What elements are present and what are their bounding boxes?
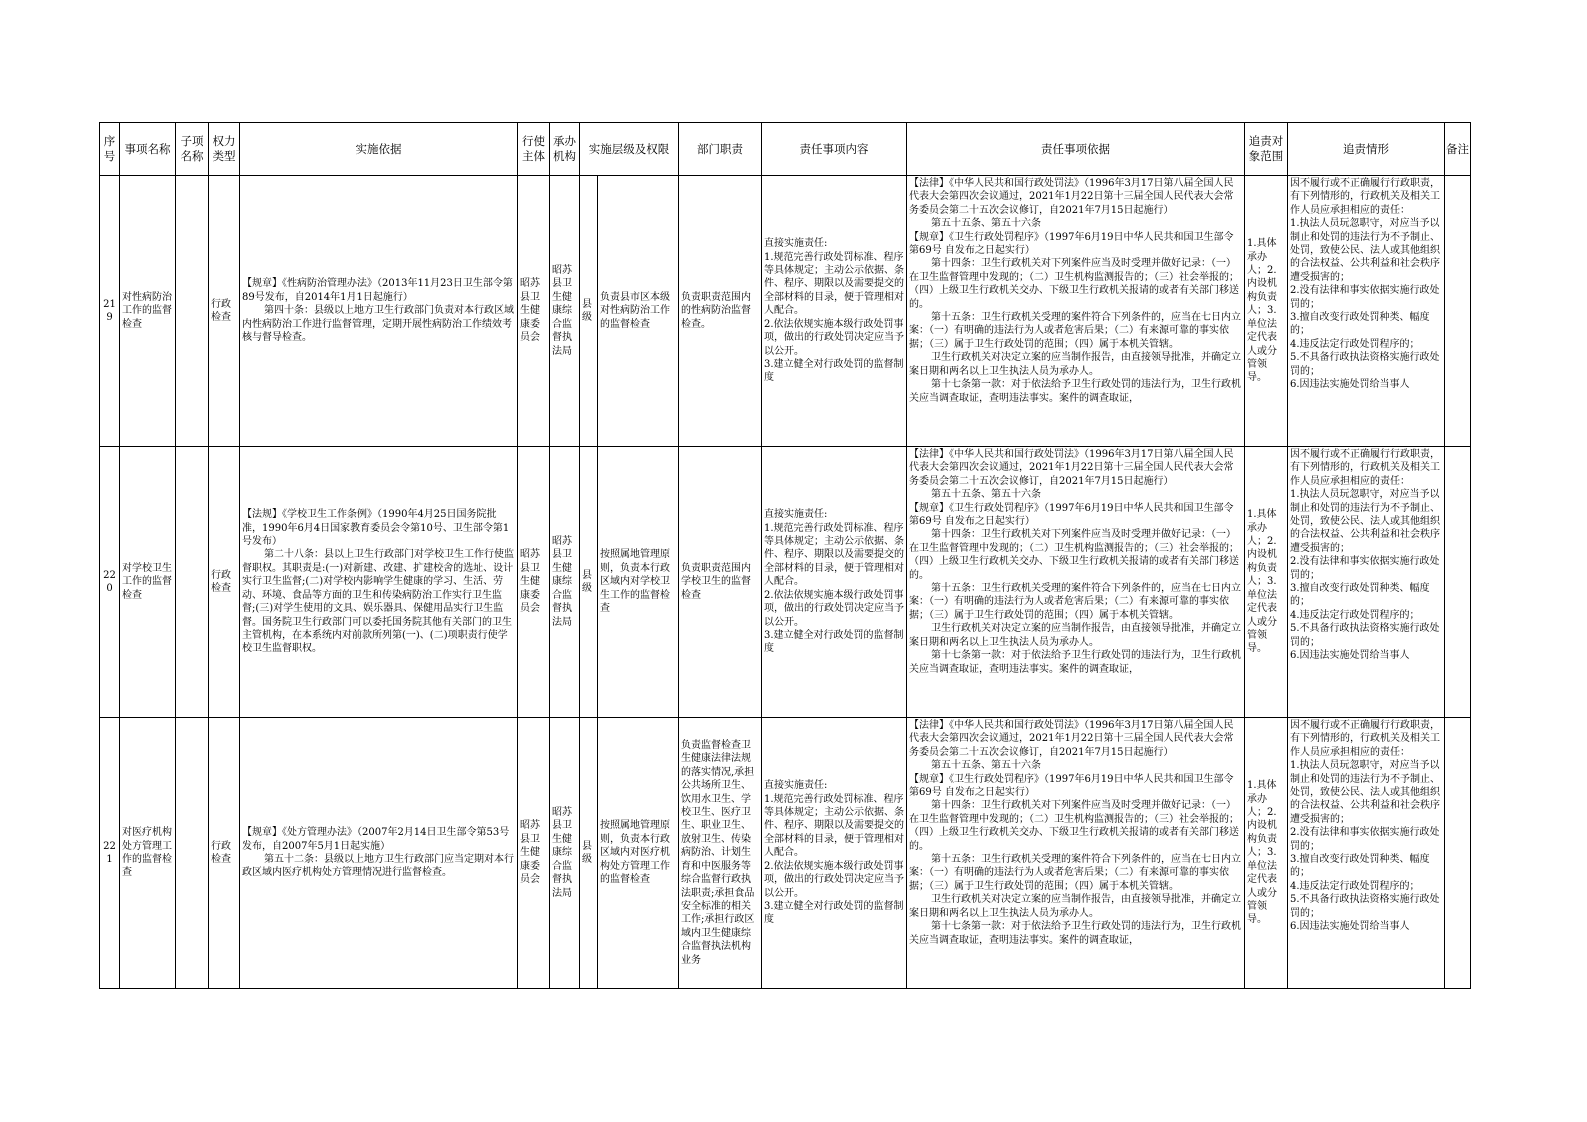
row-basis-text (240, 176, 517, 446)
row-resp-content-text (762, 176, 906, 446)
paragraph: 2.没有法律和事实依据实施行政处罚的； (1290, 556, 1440, 581)
row-subject (518, 176, 550, 447)
row-level (580, 447, 598, 718)
paragraph: 【规章】《卫生行政处罚程序》（1997年6月19日中华人民共和国卫生部令第69号 自发布之日起实行） (909, 231, 1234, 257)
table-row (100, 176, 1471, 447)
row-scope (1245, 447, 1288, 718)
paragraph: 【法律】《中华人民共和国行政处罚法》（1996年3月17日第八届全国人民代表大会第四次会议通过，2021年1月22日第十三届全国人民代表大会常务委员会第二十五次会议修订，自2021年7月15日起施行） (909, 178, 1234, 216)
paragraph: 【法律】《中华人民共和国行政处罚法》（1996年3月17日第八届全国人民代表大会第四次会议通过，2021年1月22日第十三届全国人民代表大会常务委员会第二十五次会议修订，自2021年7月15日起施行） (909, 720, 1234, 758)
row-level-text: 县级 (582, 840, 592, 865)
row-power-type-text: 行政检查 (211, 298, 231, 323)
paragraph: 第二十八条：县以上卫生行政部门对学校卫生工作行使监督职权。其职责是:(一)对新建、改建、扩建校舍的选址、设计实行卫生监督;(二)对学校内影响学生健康的学习、生活、劳动、环境、食品等方面的卫生和传染病防治工作实行卫生监督;(三)对学生使用的文具、娱乐器具、保健用品实行卫生监督。国务院卫生行政部门可以委托国务院其他有关部门的卫生主管机构，在本系统内对前款所列第(一)、(二)项职责行使学校卫生监督职权。 (242, 549, 514, 655)
row-resp-basis-text (907, 718, 1244, 988)
paragraph: 1.执法人员玩忽职守，对应当予以制止和处罚的违法行为不予制止、处罚，致使公民、法人或其他组织的合法权益、公共利益和社会秩序遭受损害的； (1290, 489, 1440, 554)
paragraph: 直接实施责任: (764, 780, 828, 792)
row-note (1445, 447, 1471, 718)
row-level-desc (598, 718, 679, 989)
row-situation (1288, 447, 1445, 718)
row-subject (518, 718, 550, 989)
paragraph: 第十五条：卫生行政机关受理的案件符合下列条件的，应当在七日内立案：（一）有明确的违法行为人或者危害后果；（二）有来源可靠的事实依据；（三）属于卫生行政处罚的范围；（四）属于本机关管辖。 (909, 854, 1241, 892)
paragraph: 3.擅自改变行政处罚种类、幅度的； (1290, 312, 1430, 337)
power-list-table (99, 122, 1471, 989)
row-seq-text: 219 (103, 298, 116, 323)
row-scope-text: 1.具体承办人；2.内设机构负责人；3.单位法定代表人或分管领导。 (1247, 780, 1277, 926)
paragraph: 第十四条：卫生行政机关对下列案件应当及时受理并做好记录：（一）在卫生监督管理中发现的；（二）卫生机构监测报告的；（三）社会举报的；（四）上级卫生行政机关交办、下级卫生行政机关报请的或者有关部门移送的。 (909, 800, 1239, 852)
row-level-desc (598, 176, 679, 447)
paragraph: 2.没有法律和事实依据实施行政处罚的； (1290, 827, 1440, 852)
row-note-text (1445, 718, 1470, 988)
paragraph: 4.违反法定行政处罚程序的； (1290, 609, 1420, 621)
paragraph: 3.建立健全对行政处罚的监督制度 (764, 629, 904, 655)
row-basis-text (240, 718, 517, 988)
paragraph: 5.不具备行政执法资格实施行政处罚的； (1290, 352, 1440, 377)
paragraph: 1.规范完善行政处罚标准、程序等具体规定；主动公示依据、条件、程序、期限以及需要提交的全部材料的目录，便于管理相对人配合。 (764, 793, 904, 859)
header-situation: 追责情形 (1288, 123, 1445, 176)
row-scope (1245, 176, 1288, 447)
paragraph: 卫生行政机关对决定立案的应当制作报告，由直接领导批准，并确定立案日期和两名以上卫生执法人员为承办人。 (909, 623, 1241, 648)
row-situation-text (1288, 447, 1444, 717)
row-resp-content (762, 718, 907, 989)
header-resp-content: 责任事项内容 (762, 123, 907, 176)
row-resp-content (762, 447, 907, 718)
paragraph: 2.依法依规实施本级行政处罚事项，做出的行政处罚决定应当予以公开。 (764, 318, 904, 357)
row-organ-text: 昭苏县卫生健康综合监督执法局 (552, 536, 572, 628)
paragraph: 1.规范完善行政处罚标准、程序等具体规定；主动公示依据、条件、程序、期限以及需要提交的全部材料的目录，便于管理相对人配合。 (764, 251, 904, 317)
row-seq-text: 220 (103, 569, 116, 594)
row-item-name-text: 对医疗机构处方管理工作的监督检查 (122, 827, 172, 879)
row-item-name-text: 对性病防治工作的监督检查 (122, 291, 172, 330)
row-basis-text (240, 447, 517, 717)
paragraph: 1.执法人员玩忽职守，对应当予以制止和处罚的违法行为不予制止、处罚，致使公民、法人或其他组织的合法权益、公共利益和社会秩序遭受损害的； (1290, 218, 1440, 283)
row-sub-name-text (176, 176, 208, 446)
paragraph: 2.依法依规实施本级行政处罚事项，做出的行政处罚决定应当予以公开。 (764, 860, 904, 899)
row-note-text (1445, 176, 1470, 446)
row-organ (550, 447, 580, 718)
row-note-text (1445, 447, 1470, 717)
header-note: 备注 (1445, 123, 1471, 176)
header-power-type: 权力类型 (209, 123, 240, 176)
row-organ-text: 昭苏县卫生健康综合监督执法局 (552, 265, 572, 357)
row-sub-name (176, 447, 209, 718)
paragraph: 6.因违法实施处罚给当事人 (1290, 379, 1410, 391)
paragraph: 因不履行或不正确履行行政职责，有下列情形的，行政机关及相关工作人员应承担相应的责任： (1290, 449, 1440, 487)
row-item-name (120, 718, 176, 989)
row-sub-name (176, 718, 209, 989)
row-seq (100, 176, 120, 447)
row-organ-text: 昭苏县卫生健康综合监督执法局 (552, 807, 572, 899)
row-level-text: 县级 (582, 569, 592, 594)
paragraph: 第十五条：卫生行政机关受理的案件符合下列条件的，应当在七日内立案：（一）有明确的违法行为人或者危害后果；（二）有来源可靠的事实依据；（三）属于卫生行政处罚的范围；（四）属于本机关管辖。 (909, 583, 1241, 621)
header-item-name: 事项名称 (120, 123, 176, 176)
row-subject-text: 昭苏县卫生健康委员会 (520, 549, 540, 615)
row-resp-basis (907, 176, 1245, 447)
row-scope-text: 1.具体承办人；2.内设机构负责人；3.单位法定代表人或分管领导。 (1247, 238, 1277, 384)
row-subject-text: 昭苏县卫生健康委员会 (520, 278, 540, 344)
table-body (100, 176, 1471, 989)
paragraph: 因不履行或不正确履行行政职责，有下列情形的，行政机关及相关工作人员应承担相应的责任： (1290, 178, 1440, 216)
row-resp-content-text (762, 718, 906, 988)
row-seq-text: 221 (103, 840, 116, 865)
row-item-name-text: 对学校卫生工作的监督检查 (122, 562, 172, 601)
paragraph: 3.擅自改变行政处罚种类、幅度的； (1290, 583, 1430, 608)
row-resp-content (762, 176, 907, 447)
header-organ: 承办机构 (550, 123, 580, 176)
paragraph: 2.没有法律和事实依据实施行政处罚的； (1290, 285, 1440, 310)
header-seq: 序号 (100, 123, 120, 176)
header-row (100, 123, 1471, 176)
paragraph: 5.不具备行政执法资格实施行政处罚的； (1290, 894, 1440, 919)
paragraph: 【规章】《性病防治管理办法》（2013年11月23日卫生部令第89号发布，自2014年1月1日起施行） (242, 278, 513, 303)
row-resp-basis-text (907, 447, 1244, 717)
paragraph: 卫生行政机关对决定立案的应当制作报告，由直接领导批准，并确定立案日期和两名以上卫生执法人员为承办人。 (909, 894, 1241, 919)
paragraph: 【法规】《学校卫生工作条例》（1990年4月25日国务院批准，1990年6月4日国家教育委员会令第10号、卫生部令第1号发布） (242, 509, 510, 548)
paragraph: 第五十二条：县级以上地方卫生行政部门应当定期对本行政区域内医疗机构处方管理情况进行监督检查。 (242, 854, 514, 879)
header-subject: 行使主体 (518, 123, 550, 176)
header-basis: 实施依据 (240, 123, 518, 176)
row-note (1445, 718, 1471, 989)
paragraph: 【规章】《卫生行政处罚程序》（1997年6月19日中华人民共和国卫生部令第69号 自发布之日起实行） (909, 773, 1234, 799)
paragraph: 第十七条第一款：对于依法给予卫生行政处罚的违法行为，卫生行政机关应当调查取证，查明违法事实。案件的调查取证， (909, 379, 1241, 404)
paragraph: 5.不具备行政执法资格实施行政处罚的； (1290, 623, 1440, 648)
row-sub-name-text (176, 718, 208, 988)
row-resp-basis (907, 447, 1245, 718)
header-scope: 追责对象范围 (1245, 123, 1288, 176)
row-situation-text (1288, 176, 1444, 446)
row-sub-name (176, 176, 209, 447)
row-basis (240, 718, 518, 989)
paragraph: 3.建立健全对行政处罚的监督制度 (764, 900, 904, 926)
header-duty: 部门职责 (679, 123, 762, 176)
paragraph: 第十七条第一款：对于依法给予卫生行政处罚的违法行为，卫生行政机关应当调查取证，查明违法事实。案件的调查取证， (909, 921, 1241, 946)
header-sub-name: 子项名称 (176, 123, 209, 176)
paragraph: 6.因违法实施处罚给当事人 (1290, 650, 1410, 662)
header-resp-basis: 责任事项依据 (907, 123, 1245, 176)
row-duty (679, 447, 762, 718)
row-level (580, 718, 598, 989)
paragraph: 卫生行政机关对决定立案的应当制作报告，由直接领导批准，并确定立案日期和两名以上卫生执法人员为承办人。 (909, 352, 1241, 377)
row-scope-text: 1.具体承办人；2.内设机构负责人；3.单位法定代表人或分管领导。 (1247, 509, 1277, 655)
row-power-type-text: 行政检查 (211, 840, 231, 865)
row-level-desc-text: 负责县市区本级对性病防治工作的监督检查 (600, 291, 670, 330)
row-item-name (120, 447, 176, 718)
row-resp-content-text (762, 447, 906, 717)
row-power-type (209, 718, 240, 989)
row-level-text: 县级 (582, 298, 592, 323)
paragraph: 4.违反法定行政处罚程序的； (1290, 338, 1420, 350)
row-basis (240, 447, 518, 718)
paragraph: 3.擅自改变行政处罚种类、幅度的； (1290, 854, 1430, 879)
row-level (580, 176, 598, 447)
row-situation (1288, 176, 1445, 447)
paragraph: 6.因违法实施处罚给当事人 (1290, 921, 1410, 933)
row-organ (550, 718, 580, 989)
row-subject (518, 447, 550, 718)
paragraph: 第五十五条、第五十六条 (931, 489, 1041, 501)
row-resp-basis (907, 718, 1245, 989)
row-organ (550, 176, 580, 447)
paragraph: 【规章】《处方管理办法》（2007年2月14日卫生部令第53号发布，自2007年5月1日起实施） (242, 827, 510, 852)
paragraph: 第十七条第一款：对于依法给予卫生行政处罚的违法行为，卫生行政机关应当调查取证，查明违法事实。案件的调查取证， (909, 650, 1241, 675)
row-sub-name-text (176, 447, 208, 717)
row-power-type-text: 行政检查 (211, 569, 231, 594)
paragraph: 4.违反法定行政处罚程序的； (1290, 880, 1420, 892)
row-scope (1245, 718, 1288, 989)
paragraph: 第五十五条、第五十六条 (931, 218, 1041, 230)
row-duty-text: 负责职责范围内学校卫生的监督检查 (681, 562, 751, 601)
paragraph: 2.依法依规实施本级行政处罚事项，做出的行政处罚决定应当予以公开。 (764, 589, 904, 628)
paragraph: 【规章】《卫生行政处罚程序》（1997年6月19日中华人民共和国卫生部令第69号 自发布之日起实行） (909, 502, 1234, 528)
paragraph: 直接实施责任: (764, 509, 828, 521)
paragraph: 3.建立健全对行政处罚的监督制度 (764, 358, 904, 384)
paragraph: 第十四条：卫生行政机关对下列案件应当及时受理并做好记录：（一）在卫生监督管理中发现的；（二）卫生机构监测报告的；（三）社会举报的；（四）上级卫生行政机关交办、下级卫生行政机关报请的或者有关部门移送的。 (909, 258, 1239, 310)
row-power-type (209, 176, 240, 447)
paragraph: 第十五条：卫生行政机关受理的案件符合下列条件的，应当在七日内立案：（一）有明确的违法行为人或者危害后果；（二）有来源可靠的事实依据；（三）属于卫生行政处罚的范围；（四）属于本机关管辖。 (909, 312, 1241, 350)
paragraph: 1.执法人员玩忽职守，对应当予以制止和处罚的违法行为不予制止、处罚，致使公民、法人或其他组织的合法权益、公共利益和社会秩序遭受损害的； (1290, 760, 1440, 825)
paragraph: 1.规范完善行政处罚标准、程序等具体规定；主动公示依据、条件、程序、期限以及需要提交的全部材料的目录，便于管理相对人配合。 (764, 522, 904, 588)
row-duty (679, 718, 762, 989)
row-level-desc-text: 按照属地管理原则，负责本行政区域内对医疗机构处方管理工作的监督检查 (600, 820, 670, 886)
row-situation-text (1288, 718, 1444, 988)
row-level-desc-text: 按照属地管理原则，负责本行政区域内对学校卫生工作的监督检查 (600, 549, 670, 615)
row-resp-basis-text (907, 176, 1244, 446)
header-level: 实施层级及权限 (580, 123, 679, 176)
paragraph: 第五十五条、第五十六条 (931, 760, 1041, 772)
table-row (100, 718, 1471, 989)
row-situation (1288, 718, 1445, 989)
paragraph: 第四十条：县级以上地方卫生行政部门负责对本行政区域内性病防治工作进行监督管理，定期开展性病防治工作绩效考核与督导检查。 (242, 305, 514, 344)
row-level-desc (598, 447, 679, 718)
row-subject-text: 昭苏县卫生健康委员会 (520, 820, 540, 886)
row-duty-text: 负责监督检查卫生健康法律法规的落实情况,承担公共场所卫生、饮用水卫生、学校卫生、医疗卫生、职业卫生、放射卫生、传染病防治、计划生育和中医服务等综合监督行政执法职责;承担食品安全标准的相关工作;承担行政区域内卫生健康综合监督执法机构业务 (681, 740, 755, 966)
row-power-type (209, 447, 240, 718)
row-item-name (120, 176, 176, 447)
paragraph: 【法律】《中华人民共和国行政处罚法》（1996年3月17日第八届全国人民代表大会第四次会议通过，2021年1月22日第十三届全国人民代表大会常务委员会第二十五次会议修订，自2021年7月15日起施行） (909, 449, 1234, 487)
row-seq (100, 447, 120, 718)
row-seq (100, 718, 120, 989)
row-note (1445, 176, 1471, 447)
paragraph: 因不履行或不正确履行行政职责，有下列情形的，行政机关及相关工作人员应承担相应的责任： (1290, 720, 1440, 758)
paragraph: 第十四条：卫生行政机关对下列案件应当及时受理并做好记录：（一）在卫生监督管理中发现的；（二）卫生机构监测报告的；（三）社会举报的；（四）上级卫生行政机关交办、下级卫生行政机关报请的或者有关部门移送的。 (909, 529, 1239, 581)
row-basis (240, 176, 518, 447)
paragraph: 直接实施责任: (764, 238, 828, 250)
row-duty (679, 176, 762, 447)
table-row (100, 447, 1471, 718)
row-duty-text: 负责职责范围内的性病防治监督检查。 (681, 291, 751, 330)
